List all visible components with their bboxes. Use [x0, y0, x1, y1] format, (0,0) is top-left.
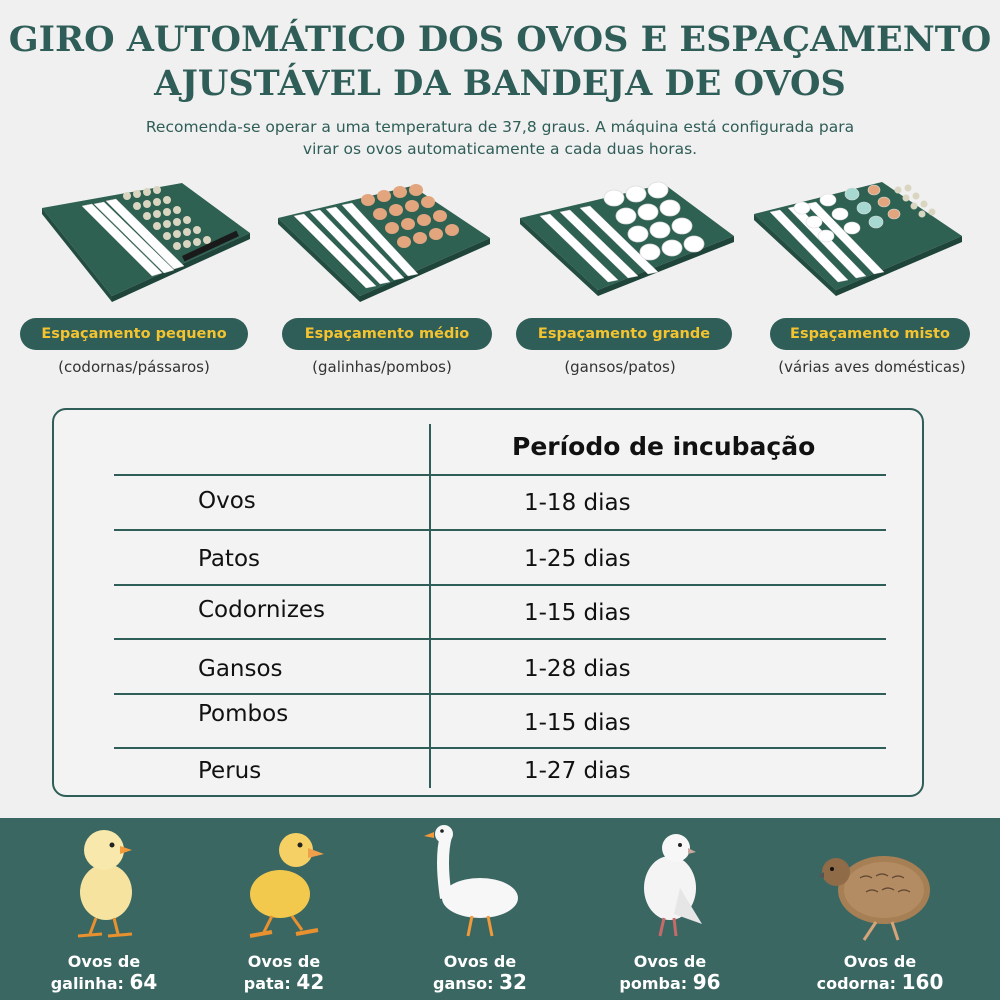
capacity-line1: Ovos de — [633, 952, 707, 971]
subtitle — [40, 116, 960, 160]
page-title — [0, 18, 1000, 106]
table-row-bird: Patos — [198, 546, 261, 572]
subtitle-line-2: virar os ovos automaticamente a cada duas horas. — [302, 140, 698, 158]
tray-label-small: Espaçamento pequeno — [20, 318, 248, 350]
table-row-period: 1-27 dias — [524, 758, 631, 784]
capacity-line2: ganso: — [433, 974, 494, 993]
tray-sub-large: (gansos/patos) — [564, 358, 676, 376]
capacity-quail — [780, 818, 980, 1000]
capacity-line2: codorna: — [816, 974, 897, 993]
capacity-goose — [380, 818, 580, 1000]
tray-sub-small: (codornas/pássaros) — [58, 358, 210, 376]
row-divider — [114, 474, 886, 476]
tray-label-medium: Espaçamento médio — [282, 318, 492, 350]
tray-medium-icon — [272, 178, 492, 308]
table-row-period: 1-25 dias — [524, 546, 631, 572]
tray-label-mixed: Espaçamento misto — [770, 318, 970, 350]
tray-row — [0, 178, 1000, 378]
capacity-count: 64 — [129, 970, 158, 994]
row-divider — [114, 529, 886, 531]
capacity-band — [0, 818, 1000, 1000]
table-row-bird: Pombos — [198, 701, 289, 727]
capacity-line1: Ovos de — [67, 952, 141, 971]
goose-icon — [380, 818, 580, 948]
table-row-bird: Codornizes — [198, 597, 326, 623]
table-divider — [429, 424, 431, 788]
tray-mixed-icon — [752, 178, 972, 308]
dove-icon — [570, 818, 770, 948]
title-line-1: GIRO AUTOMÁTICO DOS OVOS E ESPAÇAMENTO — [8, 19, 992, 60]
capacity-label — [780, 952, 980, 994]
tray-sub-mixed: (várias aves domésticas) — [778, 358, 966, 376]
duckling-icon — [184, 818, 384, 948]
row-divider — [114, 584, 886, 586]
row-divider — [114, 747, 886, 749]
capacity-line1: Ovos de — [843, 952, 917, 971]
capacity-label — [184, 952, 384, 994]
capacity-line1: Ovos de — [443, 952, 517, 971]
capacity-label — [570, 952, 770, 994]
table-row-period: 1-15 dias — [524, 710, 631, 736]
incubation-table — [52, 408, 924, 797]
table-row-bird: Gansos — [198, 656, 283, 682]
chick-icon — [4, 818, 204, 948]
capacity-pigeon — [570, 818, 770, 1000]
tray-label-large: Espaçamento grande — [516, 318, 732, 350]
capacity-count: 96 — [692, 970, 721, 994]
capacity-duck — [184, 818, 384, 1000]
table-row-bird: Perus — [198, 758, 262, 784]
capacity-count: 42 — [296, 970, 325, 994]
capacity-chicken — [4, 818, 204, 1000]
table-header: Período de incubação — [512, 432, 816, 461]
capacity-label — [4, 952, 204, 994]
capacity-line1: Ovos de — [247, 952, 321, 971]
tray-sub-medium: (galinhas/pombos) — [312, 358, 452, 376]
subtitle-line-1: Recomenda-se operar a uma temperatura de 37,8 graus. A máquina está configurada para — [145, 118, 855, 136]
row-divider — [114, 638, 886, 640]
table-row-period: 1-15 dias — [524, 600, 631, 626]
tray-small-icon — [32, 178, 252, 308]
quail-icon — [780, 818, 980, 948]
title-line-2: AJUSTÁVEL DA BANDEJA DE OVOS — [154, 63, 846, 104]
capacity-count: 160 — [901, 970, 944, 994]
table-row-period: 1-18 dias — [524, 490, 631, 516]
tray-large-icon — [514, 178, 734, 308]
capacity-line2: galinha: — [50, 974, 124, 993]
table-row-period: 1-28 dias — [524, 656, 631, 682]
table-row-bird: Ovos — [198, 488, 256, 514]
capacity-count: 32 — [499, 970, 527, 994]
capacity-label — [380, 952, 580, 994]
row-divider — [114, 693, 886, 695]
capacity-line2: pomba: — [619, 974, 688, 993]
capacity-line2: pata: — [243, 974, 291, 993]
